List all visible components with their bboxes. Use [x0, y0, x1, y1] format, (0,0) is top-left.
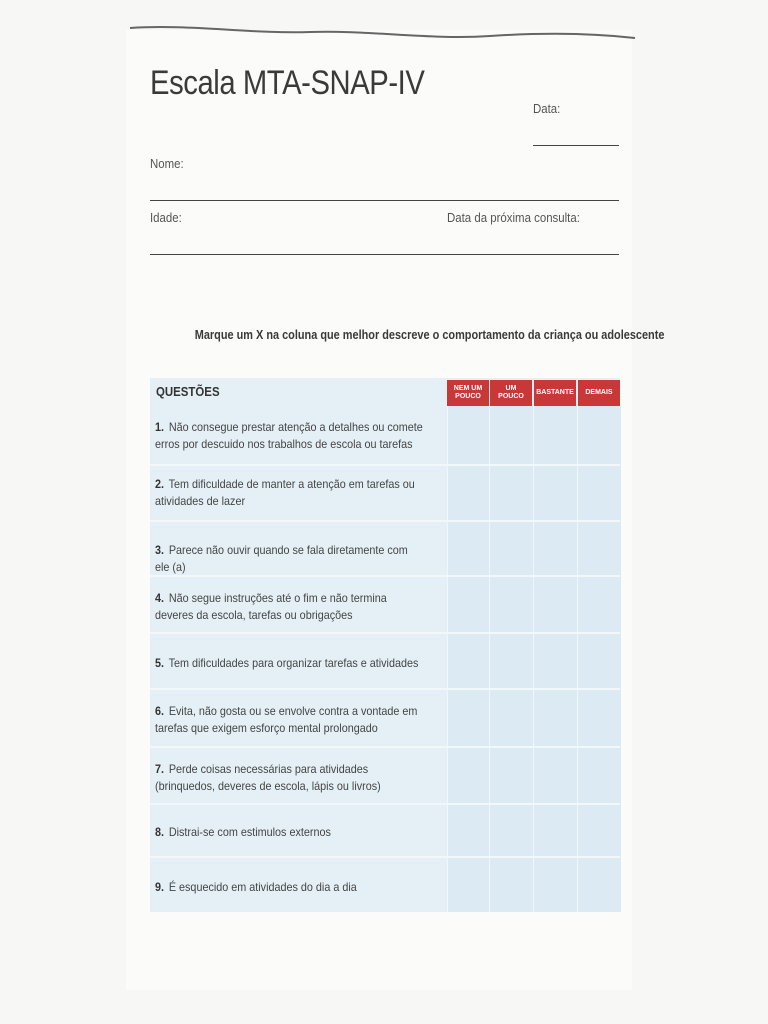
date-label: Data: — [533, 101, 561, 116]
question-item: 6. Evita, não gosta ou se envolve contra a vontade em tarefas que exigem esforço mental prolongado — [155, 704, 418, 735]
name-label: Nome: — [150, 156, 184, 171]
question-item: 8. Distrai-se com estimulos externos — [155, 825, 331, 839]
question-item: 4. Não segue instruções até o fim e não termina deveres da escola, tarefas ou obrigações — [155, 591, 387, 622]
instruction-text: Marque um X na coluna que melhor descreve o comportamento da criança ou adolescente — [194, 327, 665, 342]
column-header-um-pouco: UM POUCO — [490, 380, 532, 406]
row-divider — [150, 632, 620, 634]
question-item: 1. Não consegue prestar atenção a detalhes ou comete erros por descuido nos trabalhos de escola ou tarefas — [155, 420, 423, 451]
answer-column-bastante[interactable] — [533, 406, 578, 912]
row-divider — [150, 746, 620, 748]
row-divider — [150, 803, 620, 805]
column-header-bastante: BASTANTE — [534, 380, 576, 406]
age-field-line[interactable] — [150, 254, 619, 255]
age-label: Idade: — [150, 210, 182, 225]
question-item: 5. Tem dificuldades para organizar tarefas e atividades — [155, 656, 419, 670]
question-item: 9. É esquecido em atividades do dia a dia — [155, 880, 357, 894]
question-item: 2. Tem dificuldade de manter a atenção em tarefas ou atividades de lazer — [155, 477, 415, 508]
name-field-line[interactable] — [150, 200, 619, 201]
row-divider — [150, 520, 620, 522]
row-divider — [150, 688, 620, 690]
row-divider — [150, 856, 620, 858]
torn-edge — [130, 18, 635, 52]
form-title: Escala MTA-SNAP-IV — [150, 64, 425, 102]
question-item: 7. Perde coisas necessárias para atividades (brinquedos, deveres de escola, lápis ou livros) — [155, 762, 381, 793]
column-header-demais: DEMAIS — [578, 380, 620, 406]
answer-column-um-pouco[interactable] — [489, 406, 534, 912]
row-divider — [150, 464, 620, 466]
question-item: 3. Parece não ouvir quando se fala diretamente com ele (a) — [155, 543, 408, 574]
answer-column-nem-um-pouco[interactable] — [447, 406, 490, 912]
column-header-nem-um-pouco: NEM UM POUCO — [447, 380, 489, 406]
answer-column-demais[interactable] — [577, 406, 621, 912]
next-visit-label: Data da próxima consulta: — [447, 210, 580, 225]
date-field-line[interactable] — [533, 145, 619, 146]
questions-header: QUESTÕES — [156, 384, 220, 399]
